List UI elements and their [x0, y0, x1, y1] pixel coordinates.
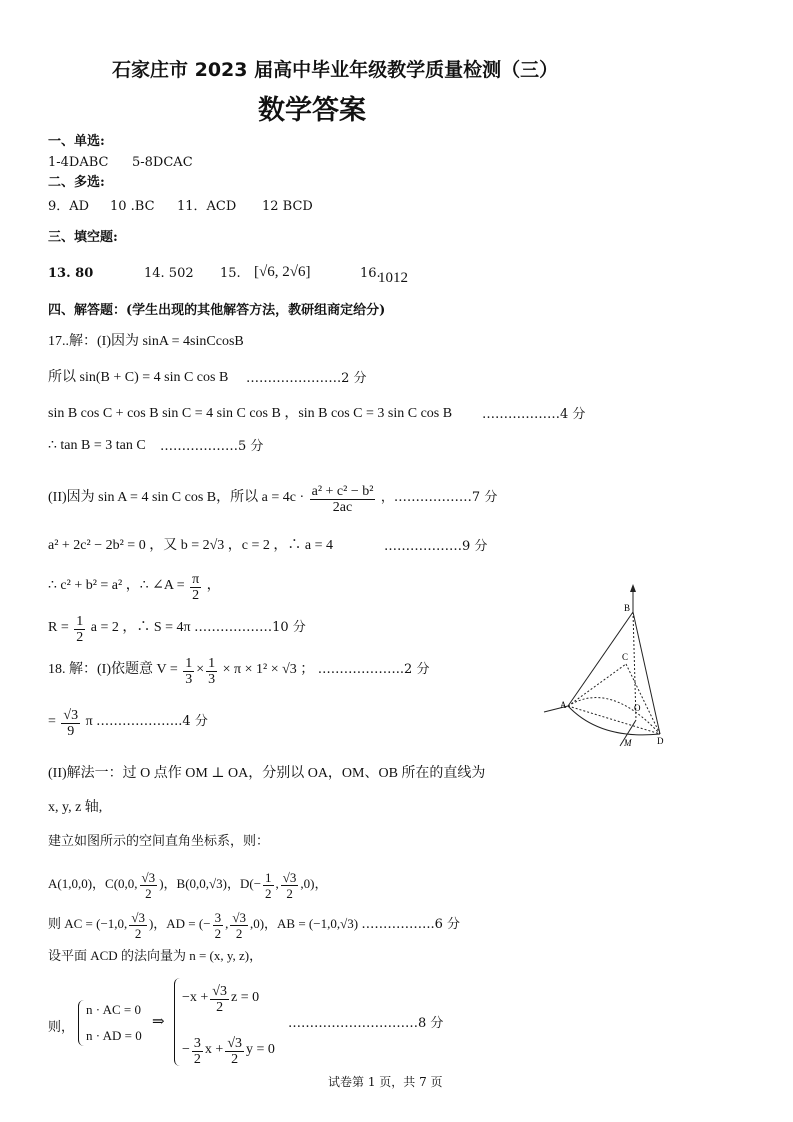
label-M: M: [624, 738, 632, 748]
answer-q16-label: 16.: [360, 266, 381, 281]
q18-line-9-prefix: 则，: [48, 1020, 75, 1035]
base-back: [568, 698, 660, 734]
answer-q9: 9．AD: [48, 199, 90, 214]
system-eq-3: −x + $\frac{√3}{2}$ z = 0: [182, 984, 260, 1015]
section-single-choice-title: 一、单选:: [48, 134, 105, 149]
document-subtitle: 数学答案: [258, 95, 366, 126]
q17-line-6-points: ………………9 分: [384, 539, 488, 554]
q17-line-6: a² + 2c² − 2b² = 0 ，又 b = 2√3 ，c = 2 ，∴ a = 4: [48, 538, 334, 553]
answer-q15-label: 15.: [220, 266, 241, 281]
answer-q11: 11．ACD: [177, 199, 237, 214]
label-O: O: [634, 703, 641, 713]
q18-line-7: 则 AC = (−1,0, $\frac{√3}{2}$ )，AD = (− $\frac{3}{2}$ , $\frac{√3}{2}$ ,0)，AB = (−1,0,√3) ……………..6 分: [48, 910, 460, 941]
q17-line-4: ∴ tan B = 3 tan C: [48, 438, 146, 453]
q17-line-2: 所以 sin(B + C) = 4 sin C cos B: [48, 370, 229, 385]
system-eq-2: n · AD = 0: [86, 1028, 142, 1043]
label-D: D: [657, 736, 664, 746]
answer-q10: 10 .BC: [110, 199, 155, 214]
left-brace-2: [174, 978, 181, 1066]
section-solutions-title: 四、解答题：(学生出现的其他解答方法，教研组商定给分): [48, 303, 386, 318]
q17-line-3-points: ………………4 分: [482, 407, 586, 422]
answer-q13: 13. 80: [48, 266, 94, 281]
q18-line-2: = $\frac{√3}{9}$ π ………………..4 分: [48, 708, 208, 739]
page-footer: 试卷第 1 页，共 7 页: [328, 1075, 443, 1089]
edge-AC: [568, 664, 626, 706]
answer-q16-value: 1012: [378, 270, 408, 286]
left-brace-1: [78, 1000, 85, 1046]
edge-BD: [633, 612, 660, 734]
q18-line-5: 建立如图所示的空间直角坐标系，则：: [48, 834, 270, 849]
cone-figure: [530, 580, 680, 755]
label-C: C: [622, 652, 629, 662]
q18-line-8: 设平面 ACD 的法向量为 n = (x, y, z)，: [48, 948, 263, 963]
q17-line-4-points: ………………5 分: [160, 439, 264, 454]
q17-line-3: sin B cos C + cos B sin C = 4 sin C cos B ，sin B cos C = 3 sin C cos B: [48, 406, 453, 421]
system-eq-4: − $\frac{3}{2}$ x + $\frac{√3}{2}$ y = 0: [182, 1036, 275, 1067]
q18-line-3: (II)解法一：过 O 点作 OM ⊥ OA，分别以 OA，OM、OB 所在的直线为: [48, 766, 486, 781]
q17-line-1: 17..解：(I)因为 sinA = 4sinCcosB: [48, 334, 244, 349]
answer-q12: 12 BCD: [262, 199, 313, 214]
system-eq-1: n · AC = 0: [86, 1002, 142, 1017]
label-A: A: [560, 700, 567, 710]
q18-line-1: 18. 解：(I)依题意 V = $\frac{1}{3}$ × $\frac{1}{3}$ × π × 1² × √3 ； ………………..2 分: [48, 656, 430, 687]
q17-line-7: ∴ c² + b² = a² ，∴ ∠A = $\frac{\pi}{2}$ ，: [48, 572, 221, 603]
answer-q15-value: [√6, 2√6]: [254, 264, 311, 280]
single-choice-answers-2: 5-8DCAC: [132, 155, 193, 170]
q18-line-6: A(1,0,0)，C(0,0, $\frac{√3}{2}$ )，B(0,0,√3)，D(− $\frac{1}{2}$ , $\frac{√3}{2}$ ,0)，: [48, 870, 328, 901]
q17-line-2-points: ………………….2 分: [246, 371, 367, 386]
answer-q14: 14. 502: [144, 266, 194, 281]
document-title: 石家庄市 2023 届高中毕业年级教学质量检测（三）: [112, 59, 559, 81]
edge-CD: [626, 664, 660, 734]
label-B: B: [624, 603, 631, 613]
q18-line-4: x, y, z 轴,: [48, 800, 103, 815]
q17-line-8: R = $\frac{1}{2}$ a = 2 ，∴ S = 4π ………………10 分: [48, 614, 306, 645]
axis-z-arrow: [630, 584, 636, 592]
q18-line-9-points: …………………………8 分: [288, 1016, 444, 1031]
single-choice-answers-1: 1-4DABC: [48, 155, 109, 170]
section-multi-choice-title: 二、多选:: [48, 175, 105, 190]
q17-line-5: (II)因为 sin A = 4 sin C cos B，所以 a = 4c · $\frac{\text{a² + c² − b²}}{2ac}$ ，………………7 分: [48, 484, 498, 515]
implies-arrow: ⇒: [152, 1014, 165, 1030]
section-fill-blank-title: 三、填空题:: [48, 230, 118, 245]
